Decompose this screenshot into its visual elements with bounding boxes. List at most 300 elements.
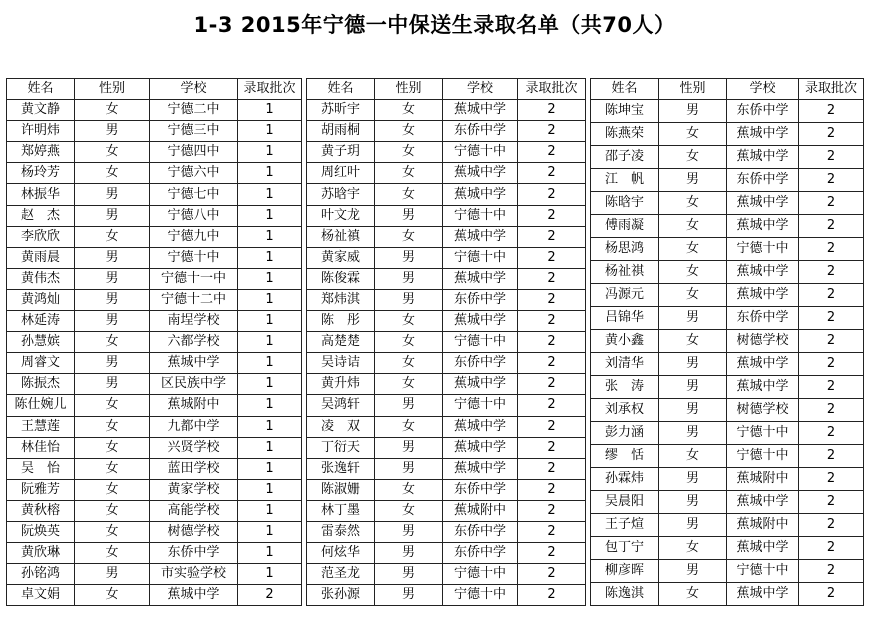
student-gender: 女 <box>375 311 443 332</box>
student-school: 九都中学 <box>150 416 238 437</box>
table-row <box>591 399 864 422</box>
table-row <box>7 416 302 437</box>
student-gender: 女 <box>375 226 443 247</box>
student-name: 杨玲芳 <box>7 163 75 184</box>
table-row <box>307 268 586 289</box>
student-name: 黄文静 <box>7 100 75 121</box>
student-gender: 男 <box>75 289 150 310</box>
table-row <box>591 307 864 330</box>
table-row <box>307 416 586 437</box>
student-school: 宁德十中 <box>443 564 518 585</box>
student-batch: 2 <box>518 184 586 205</box>
student-batch: 2 <box>799 330 864 353</box>
student-gender: 女 <box>659 261 727 284</box>
student-gender: 男 <box>659 100 727 123</box>
student-name: 傅雨凝 <box>591 215 659 238</box>
student-school: 宁德八中 <box>150 205 238 226</box>
student-gender: 女 <box>375 332 443 353</box>
student-name: 陈逸淇 <box>591 583 659 606</box>
student-name: 郑炜淇 <box>307 289 375 310</box>
student-school: 蕉城中学 <box>727 537 799 560</box>
table-row <box>7 353 302 374</box>
table-row <box>7 142 302 163</box>
header-row <box>7 79 302 100</box>
student-school: 宁德十中 <box>443 247 518 268</box>
student-gender: 男 <box>659 468 727 491</box>
student-gender: 女 <box>75 500 150 521</box>
table-row <box>7 163 302 184</box>
student-batch: 1 <box>238 437 302 458</box>
table-row <box>307 500 586 521</box>
student-school: 蕉城附中 <box>150 395 238 416</box>
student-batch: 2 <box>799 353 864 376</box>
student-school: 兴贤学校 <box>150 437 238 458</box>
student-gender: 男 <box>375 543 443 564</box>
table-row <box>591 468 864 491</box>
student-batch: 1 <box>238 395 302 416</box>
student-gender: 男 <box>375 289 443 310</box>
student-batch: 2 <box>238 585 302 606</box>
student-name: 陈振杰 <box>7 374 75 395</box>
student-school: 蕉城中学 <box>727 353 799 376</box>
student-gender: 男 <box>659 169 727 192</box>
student-name: 陈仕婉儿 <box>7 395 75 416</box>
student-name: 刘清华 <box>591 353 659 376</box>
student-gender: 女 <box>375 479 443 500</box>
table-row <box>591 330 864 353</box>
student-school: 蕉城中学 <box>150 585 238 606</box>
student-batch: 2 <box>518 353 586 374</box>
student-school: 蓝田学校 <box>150 458 238 479</box>
student-school: 东侨中学 <box>727 307 799 330</box>
student-school: 宁德三中 <box>150 121 238 142</box>
student-school: 树德学校 <box>150 521 238 542</box>
student-batch: 1 <box>238 458 302 479</box>
table-row <box>7 311 302 332</box>
student-school: 宁德十中 <box>443 585 518 606</box>
student-gender: 女 <box>659 583 727 606</box>
student-name: 陈俊霖 <box>307 268 375 289</box>
student-school: 蕉城中学 <box>150 353 238 374</box>
student-name: 张孙源 <box>307 585 375 606</box>
student-batch: 2 <box>518 142 586 163</box>
header-row <box>591 79 864 100</box>
table-row <box>7 100 302 121</box>
student-name: 吴诗诘 <box>307 353 375 374</box>
table-row <box>591 261 864 284</box>
student-name: 彭力涵 <box>591 422 659 445</box>
student-school: 东侨中学 <box>727 169 799 192</box>
student-gender: 女 <box>75 416 150 437</box>
student-name: 雷泰然 <box>307 521 375 542</box>
table-row <box>307 564 586 585</box>
student-batch: 1 <box>238 121 302 142</box>
student-name: 陈晗宇 <box>591 192 659 215</box>
student-school: 蕉城中学 <box>443 163 518 184</box>
student-batch: 2 <box>799 445 864 468</box>
student-school: 黄家学校 <box>150 479 238 500</box>
table-row <box>7 543 302 564</box>
student-gender: 女 <box>659 123 727 146</box>
student-school: 宁德十中 <box>443 142 518 163</box>
student-gender: 女 <box>659 146 727 169</box>
student-school: 蕉城中学 <box>443 437 518 458</box>
student-gender: 男 <box>75 564 150 585</box>
student-batch: 1 <box>238 226 302 247</box>
table-row <box>7 205 302 226</box>
student-batch: 1 <box>238 142 302 163</box>
student-batch: 1 <box>238 163 302 184</box>
student-name: 黄子玥 <box>307 142 375 163</box>
header-gender: 性别 <box>659 79 727 100</box>
student-batch: 1 <box>238 332 302 353</box>
header-batch: 录取批次 <box>799 79 864 100</box>
student-name: 吴鸿轩 <box>307 395 375 416</box>
student-name: 林佳怡 <box>7 437 75 458</box>
student-school: 蕉城附中 <box>727 468 799 491</box>
student-school: 蕉城中学 <box>727 123 799 146</box>
student-school: 宁德十中 <box>727 422 799 445</box>
student-batch: 2 <box>799 284 864 307</box>
table-row <box>591 238 864 261</box>
table-row <box>307 205 586 226</box>
table-row <box>591 537 864 560</box>
table-row <box>7 458 302 479</box>
student-name: 郑婷燕 <box>7 142 75 163</box>
student-name: 范圣龙 <box>307 564 375 585</box>
student-name: 王子煊 <box>591 514 659 537</box>
student-school: 高能学校 <box>150 500 238 521</box>
student-name: 丁衍天 <box>307 437 375 458</box>
student-name: 吴晨阳 <box>591 491 659 514</box>
student-gender: 男 <box>75 374 150 395</box>
student-batch: 2 <box>799 215 864 238</box>
table-row <box>591 376 864 399</box>
student-batch: 2 <box>799 491 864 514</box>
student-school: 东侨中学 <box>443 353 518 374</box>
table-row <box>307 353 586 374</box>
student-gender: 女 <box>659 284 727 307</box>
student-name: 卓文娟 <box>7 585 75 606</box>
student-gender: 男 <box>375 247 443 268</box>
student-name: 林振华 <box>7 184 75 205</box>
student-batch: 2 <box>518 521 586 542</box>
student-batch: 2 <box>518 268 586 289</box>
student-gender: 男 <box>375 585 443 606</box>
student-gender: 女 <box>75 521 150 542</box>
student-name: 高楚楚 <box>307 332 375 353</box>
student-batch: 2 <box>799 537 864 560</box>
student-batch: 2 <box>799 560 864 583</box>
student-batch: 1 <box>238 184 302 205</box>
student-batch: 2 <box>518 374 586 395</box>
student-name: 张逸轩 <box>307 458 375 479</box>
header-name: 姓名 <box>307 79 375 100</box>
student-school: 宁德四中 <box>150 142 238 163</box>
student-name: 缪 恬 <box>591 445 659 468</box>
student-batch: 2 <box>799 192 864 215</box>
student-batch: 2 <box>518 585 586 606</box>
student-school: 宁德十中 <box>727 445 799 468</box>
student-batch: 2 <box>518 247 586 268</box>
header-gender: 性别 <box>375 79 443 100</box>
student-school: 蕉城中学 <box>443 184 518 205</box>
table-row <box>307 437 586 458</box>
student-gender: 男 <box>75 353 150 374</box>
student-name: 黄升炜 <box>307 374 375 395</box>
student-name: 柳彦晖 <box>591 560 659 583</box>
table-row <box>307 311 586 332</box>
student-name: 黄小鑫 <box>591 330 659 353</box>
student-gender: 男 <box>75 268 150 289</box>
student-gender: 女 <box>375 163 443 184</box>
header-name: 姓名 <box>7 79 75 100</box>
table-row <box>307 226 586 247</box>
student-gender: 女 <box>75 543 150 564</box>
table-row <box>591 560 864 583</box>
student-gender: 男 <box>375 458 443 479</box>
student-name: 刘承权 <box>591 399 659 422</box>
student-batch: 2 <box>518 437 586 458</box>
student-gender: 女 <box>75 458 150 479</box>
student-name: 黄家威 <box>307 247 375 268</box>
student-gender: 男 <box>659 514 727 537</box>
student-gender: 男 <box>659 491 727 514</box>
student-school: 蕉城中学 <box>443 374 518 395</box>
student-gender: 女 <box>659 445 727 468</box>
header-school: 学校 <box>443 79 518 100</box>
student-batch: 2 <box>518 395 586 416</box>
student-school: 蕉城中学 <box>727 491 799 514</box>
student-gender: 男 <box>659 422 727 445</box>
student-school: 蕉城中学 <box>727 261 799 284</box>
table-row <box>307 332 586 353</box>
student-gender: 女 <box>75 585 150 606</box>
table-row <box>591 445 864 468</box>
student-gender: 女 <box>75 226 150 247</box>
student-name: 阮焕英 <box>7 521 75 542</box>
student-school: 东侨中学 <box>443 479 518 500</box>
student-name: 黄伟杰 <box>7 268 75 289</box>
student-batch: 2 <box>518 226 586 247</box>
student-school: 宁德十中 <box>150 247 238 268</box>
student-school: 市实验学校 <box>150 564 238 585</box>
student-gender: 男 <box>659 399 727 422</box>
student-batch: 1 <box>238 374 302 395</box>
student-name: 黄欣琳 <box>7 543 75 564</box>
student-batch: 2 <box>518 500 586 521</box>
student-gender: 男 <box>375 205 443 226</box>
student-school: 蕉城中学 <box>443 458 518 479</box>
header-name: 姓名 <box>591 79 659 100</box>
table-row <box>591 146 864 169</box>
table-row <box>307 585 586 606</box>
student-batch: 2 <box>799 123 864 146</box>
student-school: 东侨中学 <box>443 121 518 142</box>
student-gender: 女 <box>75 395 150 416</box>
student-school: 东侨中学 <box>443 521 518 542</box>
table-row <box>307 100 586 121</box>
header-batch: 录取批次 <box>238 79 302 100</box>
student-batch: 1 <box>238 247 302 268</box>
student-name: 赵 杰 <box>7 205 75 226</box>
student-batch: 2 <box>518 121 586 142</box>
student-batch: 2 <box>799 146 864 169</box>
student-batch: 2 <box>518 416 586 437</box>
student-school: 东侨中学 <box>443 543 518 564</box>
student-batch: 1 <box>238 564 302 585</box>
student-batch: 2 <box>518 289 586 310</box>
student-school: 宁德十一中 <box>150 268 238 289</box>
student-name: 阮雅芳 <box>7 479 75 500</box>
student-name: 黄秋榕 <box>7 500 75 521</box>
student-name: 陈淑姗 <box>307 479 375 500</box>
student-batch: 2 <box>799 169 864 192</box>
table-row <box>7 184 302 205</box>
table-row <box>591 284 864 307</box>
student-name: 凌 双 <box>307 416 375 437</box>
student-name: 王慧莲 <box>7 416 75 437</box>
student-batch: 1 <box>238 521 302 542</box>
student-name: 张 涛 <box>591 376 659 399</box>
student-gender: 男 <box>659 560 727 583</box>
table-row <box>7 585 302 606</box>
student-name: 孙霖炜 <box>591 468 659 491</box>
table-row <box>7 289 302 310</box>
page-title: 1-3 2015年宁德一中保送生录取名单（共70人） <box>193 13 676 37</box>
table-row <box>7 479 302 500</box>
student-school: 蕉城中学 <box>443 226 518 247</box>
student-school: 宁德十中 <box>443 205 518 226</box>
student-name: 陈坤宝 <box>591 100 659 123</box>
table-row <box>307 289 586 310</box>
student-batch: 1 <box>238 289 302 310</box>
student-school: 宁德六中 <box>150 163 238 184</box>
student-school: 东侨中学 <box>443 289 518 310</box>
student-school: 六都学校 <box>150 332 238 353</box>
student-batch: 2 <box>518 458 586 479</box>
student-batch: 1 <box>238 416 302 437</box>
table-row <box>307 247 586 268</box>
student-name: 杨思鸿 <box>591 238 659 261</box>
table-row <box>591 514 864 537</box>
student-batch: 1 <box>238 543 302 564</box>
table-row <box>7 121 302 142</box>
student-gender: 男 <box>75 311 150 332</box>
student-gender: 女 <box>75 142 150 163</box>
table-row <box>7 564 302 585</box>
admission-list <box>6 78 864 606</box>
student-gender: 女 <box>659 238 727 261</box>
student-batch: 2 <box>799 422 864 445</box>
student-school: 区民族中学 <box>150 374 238 395</box>
table-row <box>591 169 864 192</box>
table-row <box>7 500 302 521</box>
student-gender: 女 <box>75 100 150 121</box>
student-school: 宁德二中 <box>150 100 238 121</box>
table-row <box>7 521 302 542</box>
student-gender: 女 <box>75 332 150 353</box>
student-gender: 女 <box>375 100 443 121</box>
student-gender: 女 <box>75 437 150 458</box>
student-school: 宁德九中 <box>150 226 238 247</box>
student-name: 许明炜 <box>7 121 75 142</box>
student-name: 陈 彤 <box>307 311 375 332</box>
student-batch: 2 <box>799 261 864 284</box>
student-gender: 男 <box>375 395 443 416</box>
student-batch: 2 <box>799 583 864 606</box>
table-row <box>7 332 302 353</box>
student-gender: 男 <box>375 268 443 289</box>
student-school: 宁德十中 <box>443 395 518 416</box>
student-school: 蕉城附中 <box>443 500 518 521</box>
table-row <box>307 521 586 542</box>
student-gender: 女 <box>659 537 727 560</box>
table-row <box>307 121 586 142</box>
student-name: 苏昕宇 <box>307 100 375 121</box>
student-gender: 女 <box>375 142 443 163</box>
student-name: 孙慧嫔 <box>7 332 75 353</box>
table-row <box>307 479 586 500</box>
student-gender: 男 <box>375 521 443 542</box>
table-row <box>307 163 586 184</box>
student-school: 蕉城附中 <box>727 514 799 537</box>
student-gender: 男 <box>659 353 727 376</box>
student-gender: 男 <box>75 121 150 142</box>
student-gender: 女 <box>375 353 443 374</box>
student-gender: 男 <box>75 205 150 226</box>
student-gender: 女 <box>75 163 150 184</box>
student-batch: 2 <box>518 205 586 226</box>
table-row <box>591 215 864 238</box>
student-school: 蕉城中学 <box>727 583 799 606</box>
student-school: 宁德七中 <box>150 184 238 205</box>
student-name: 杨祉禛 <box>307 226 375 247</box>
table-row <box>7 437 302 458</box>
student-school: 蕉城中学 <box>443 268 518 289</box>
student-batch: 2 <box>799 238 864 261</box>
student-name: 杨祉祺 <box>591 261 659 284</box>
table-row <box>591 100 864 123</box>
student-name: 邵子凌 <box>591 146 659 169</box>
student-gender: 女 <box>659 192 727 215</box>
student-name: 胡雨桐 <box>307 121 375 142</box>
student-gender: 女 <box>659 330 727 353</box>
student-batch: 2 <box>799 468 864 491</box>
student-name: 叶文龙 <box>307 205 375 226</box>
student-batch: 2 <box>799 376 864 399</box>
student-school: 宁德十中 <box>727 560 799 583</box>
student-school: 宁德十二中 <box>150 289 238 310</box>
student-batch: 2 <box>799 399 864 422</box>
header-school: 学校 <box>727 79 799 100</box>
student-school: 树德学校 <box>727 399 799 422</box>
student-school: 蕉城中学 <box>443 100 518 121</box>
student-school: 蕉城中学 <box>443 416 518 437</box>
student-gender: 男 <box>375 437 443 458</box>
table-row <box>7 374 302 395</box>
table-row <box>307 543 586 564</box>
student-school: 南埕学校 <box>150 311 238 332</box>
table-row <box>7 395 302 416</box>
table-row <box>7 226 302 247</box>
header-school: 学校 <box>150 79 238 100</box>
student-school: 蕉城中学 <box>727 376 799 399</box>
student-school: 宁德十中 <box>727 238 799 261</box>
student-batch: 1 <box>238 500 302 521</box>
student-gender: 男 <box>659 307 727 330</box>
student-school: 蕉城中学 <box>727 146 799 169</box>
